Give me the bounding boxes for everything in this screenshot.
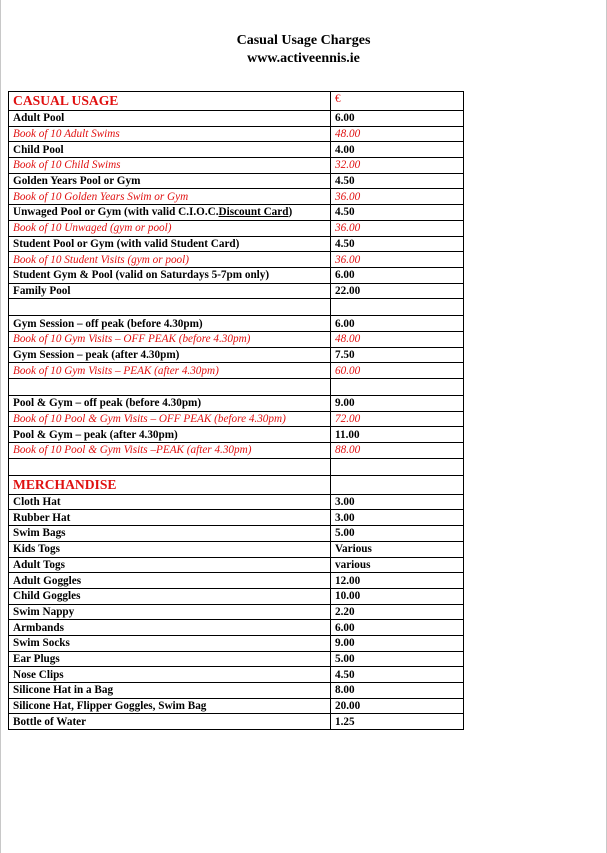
table-row	[9, 283, 464, 299]
row-label: Adult Goggles	[9, 573, 331, 589]
row-label: Kids Togs	[9, 541, 331, 557]
table-row	[9, 236, 464, 252]
casual-usage-heading: CASUAL USAGE	[9, 92, 331, 111]
row-label	[9, 458, 331, 475]
row-label: Gym Session – off peak (before 4.30pm)	[9, 316, 331, 332]
row-price: 5.00	[331, 651, 464, 667]
row-label: Student Gym & Pool (valid on Saturdays 5-7pm only)	[9, 267, 331, 283]
merchandise-heading-row	[9, 475, 464, 494]
row-label	[9, 299, 331, 316]
row-price: 4.50	[331, 173, 464, 189]
table-row	[9, 411, 464, 427]
row-label: Book of 10 Unwaged (gym or pool)	[9, 220, 331, 236]
merchandise-heading-blank	[331, 475, 464, 494]
document-website: www.activeennis.ie	[247, 51, 360, 66]
table-row	[9, 667, 464, 683]
row-price	[331, 299, 464, 316]
row-price: various	[331, 557, 464, 573]
row-price: 88.00	[331, 443, 464, 459]
table-row	[9, 683, 464, 699]
merchandise-heading: MERCHANDISE	[9, 475, 331, 494]
row-price: 4.50	[331, 236, 464, 252]
table-row	[9, 588, 464, 604]
row-price: 9.00	[331, 635, 464, 651]
table-row	[9, 189, 464, 205]
table-row	[9, 635, 464, 651]
document-title: Casual Usage Charges	[236, 33, 371, 48]
row-label-text: Unwaged Pool or Gym (with valid C.I.O.C.	[13, 206, 219, 219]
row-price: 72.00	[331, 411, 464, 427]
row-price: 3.00	[331, 510, 464, 526]
row-price: 1.25	[331, 714, 464, 730]
row-price: 22.00	[331, 283, 464, 299]
row-label: Armbands	[9, 620, 331, 636]
table-row	[9, 651, 464, 667]
row-label: Bottle of Water	[9, 714, 331, 730]
row-price: 7.50	[331, 347, 464, 363]
table-row	[9, 158, 464, 174]
row-label: Pool & Gym – off peak (before 4.30pm)	[9, 396, 331, 412]
row-label: Gym Session – peak (after 4.30pm)	[9, 347, 331, 363]
row-label: Cloth Hat	[9, 494, 331, 510]
document-header	[0, 32, 607, 68]
row-price: 6.00	[331, 620, 464, 636]
row-price: 10.00	[331, 588, 464, 604]
charges-table	[8, 91, 464, 730]
row-price: 36.00	[331, 220, 464, 236]
row-label: Book of 10 Golden Years Swim or Gym	[9, 189, 331, 205]
table-row	[9, 526, 464, 542]
row-label: Silicone Hat in a Bag	[9, 683, 331, 699]
row-label: Book of 10 Pool & Gym Visits – OFF PEAK (before 4.30pm)	[9, 411, 331, 427]
row-label-underlined: Discount Card	[218, 206, 289, 219]
row-price: 36.00	[331, 252, 464, 268]
row-label: Adult Pool	[9, 111, 331, 127]
table-row	[9, 316, 464, 332]
table-row	[9, 205, 464, 221]
table-row	[9, 142, 464, 158]
table-row	[9, 396, 464, 412]
row-label: Book of 10 Pool & Gym Visits –PEAK (after 4.30pm)	[9, 443, 331, 459]
row-price: 6.00	[331, 267, 464, 283]
row-label: Swim Bags	[9, 526, 331, 542]
row-label: Nose Clips	[9, 667, 331, 683]
row-label	[9, 379, 331, 396]
table-row	[9, 443, 464, 459]
table-row	[9, 494, 464, 510]
table-row	[9, 126, 464, 142]
row-price: 2.20	[331, 604, 464, 620]
row-label: Adult Togs	[9, 557, 331, 573]
row-price: 6.00	[331, 111, 464, 127]
table-row	[9, 173, 464, 189]
row-label: Child Pool	[9, 142, 331, 158]
row-price: 5.00	[331, 526, 464, 542]
row-label: Family Pool	[9, 283, 331, 299]
row-price: 32.00	[331, 158, 464, 174]
row-label: Rubber Hat	[9, 510, 331, 526]
row-label: Silicone Hat, Flipper Goggles, Swim Bag	[9, 698, 331, 714]
row-label: Child Goggles	[9, 588, 331, 604]
row-price: 4.00	[331, 142, 464, 158]
row-label: Swim Nappy	[9, 604, 331, 620]
table-row	[9, 252, 464, 268]
spacer-row	[9, 458, 464, 475]
casual-usage-heading-row	[9, 92, 464, 111]
row-price: 12.00	[331, 573, 464, 589]
table-row	[9, 698, 464, 714]
spacer-row	[9, 299, 464, 316]
table-row	[9, 427, 464, 443]
row-label: Golden Years Pool or Gym	[9, 173, 331, 189]
row-label: Ear Plugs	[9, 651, 331, 667]
row-price	[331, 379, 464, 396]
table-row	[9, 604, 464, 620]
row-price: 4.50	[331, 667, 464, 683]
spacer-row	[9, 379, 464, 396]
row-label-suffix: )	[288, 206, 293, 219]
row-label: Book of 10 Child Swims	[9, 158, 331, 174]
row-price	[331, 458, 464, 475]
row-label: Pool & Gym – peak (after 4.30pm)	[9, 427, 331, 443]
row-label: Student Pool or Gym (with valid Student Card)	[9, 236, 331, 252]
row-price: 8.00	[331, 683, 464, 699]
table-row	[9, 620, 464, 636]
row-label: Book of 10 Gym Visits – OFF PEAK (before 4.30pm)	[9, 331, 331, 347]
row-price: 36.00	[331, 189, 464, 205]
table-row	[9, 111, 464, 127]
table-row	[9, 557, 464, 573]
row-price: 6.00	[331, 316, 464, 332]
row-price: 48.00	[331, 126, 464, 142]
row-price: 3.00	[331, 494, 464, 510]
table-row	[9, 331, 464, 347]
row-label: Book of 10 Student Visits (gym or pool)	[9, 252, 331, 268]
row-price: 20.00	[331, 698, 464, 714]
row-price: Various	[331, 541, 464, 557]
charges-table-body	[9, 92, 464, 730]
table-row	[9, 541, 464, 557]
table-row	[9, 573, 464, 589]
row-price: 4.50	[331, 205, 464, 221]
table-row	[9, 363, 464, 379]
currency-symbol: €	[331, 92, 464, 111]
row-price: 11.00	[331, 427, 464, 443]
table-row	[9, 220, 464, 236]
row-label: Book of 10 Adult Swims	[9, 126, 331, 142]
table-row	[9, 714, 464, 730]
table-row	[9, 510, 464, 526]
table-row	[9, 267, 464, 283]
row-label	[9, 205, 331, 221]
row-label: Swim Socks	[9, 635, 331, 651]
row-price: 9.00	[331, 396, 464, 412]
table-row	[9, 347, 464, 363]
row-label: Book of 10 Gym Visits – PEAK (after 4.30pm)	[9, 363, 331, 379]
row-price: 48.00	[331, 331, 464, 347]
page-edge-left	[0, 0, 1, 853]
row-price: 60.00	[331, 363, 464, 379]
